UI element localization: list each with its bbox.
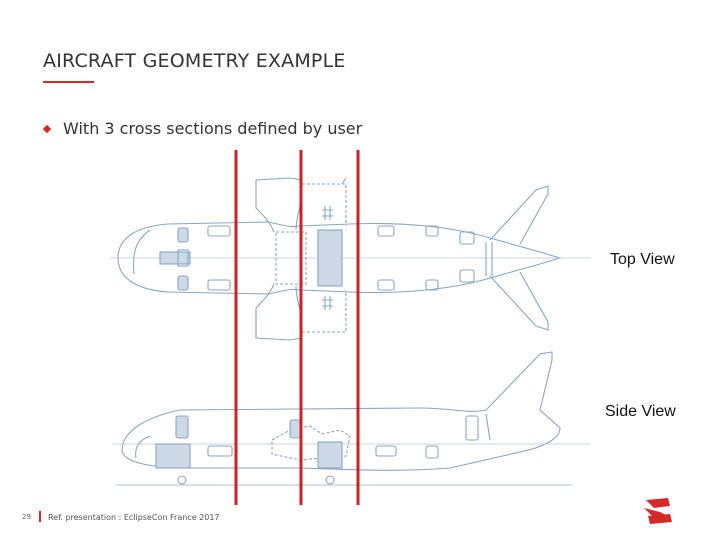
top-lower-wing (256, 284, 302, 340)
top-upper-wing-tip (342, 178, 346, 184)
company-logo-icon (638, 494, 678, 528)
top-view-label: Top View (610, 251, 675, 268)
top-tail-upper (490, 186, 548, 244)
top-upper-wing-box (302, 184, 346, 226)
top-tail-lower (490, 272, 548, 330)
side-view-label: Side View (605, 403, 676, 420)
footer-divider (39, 511, 41, 522)
aircraft-side-view (112, 352, 590, 485)
top-lower-wing-box (302, 290, 346, 332)
footer-reference: Ref. presentation : EclipseCon France 2017 (48, 513, 220, 522)
side-nose-line (136, 436, 150, 458)
bullet-text: With 3 cross sections defined by user (63, 119, 363, 138)
top-nose-line (134, 230, 150, 274)
slide-title: AIRCRAFT GEOMETRY EXAMPLE (43, 50, 346, 72)
top-tail-inner (486, 242, 492, 276)
aircraft-top-view (110, 178, 590, 340)
page-number: 29 (22, 513, 31, 521)
